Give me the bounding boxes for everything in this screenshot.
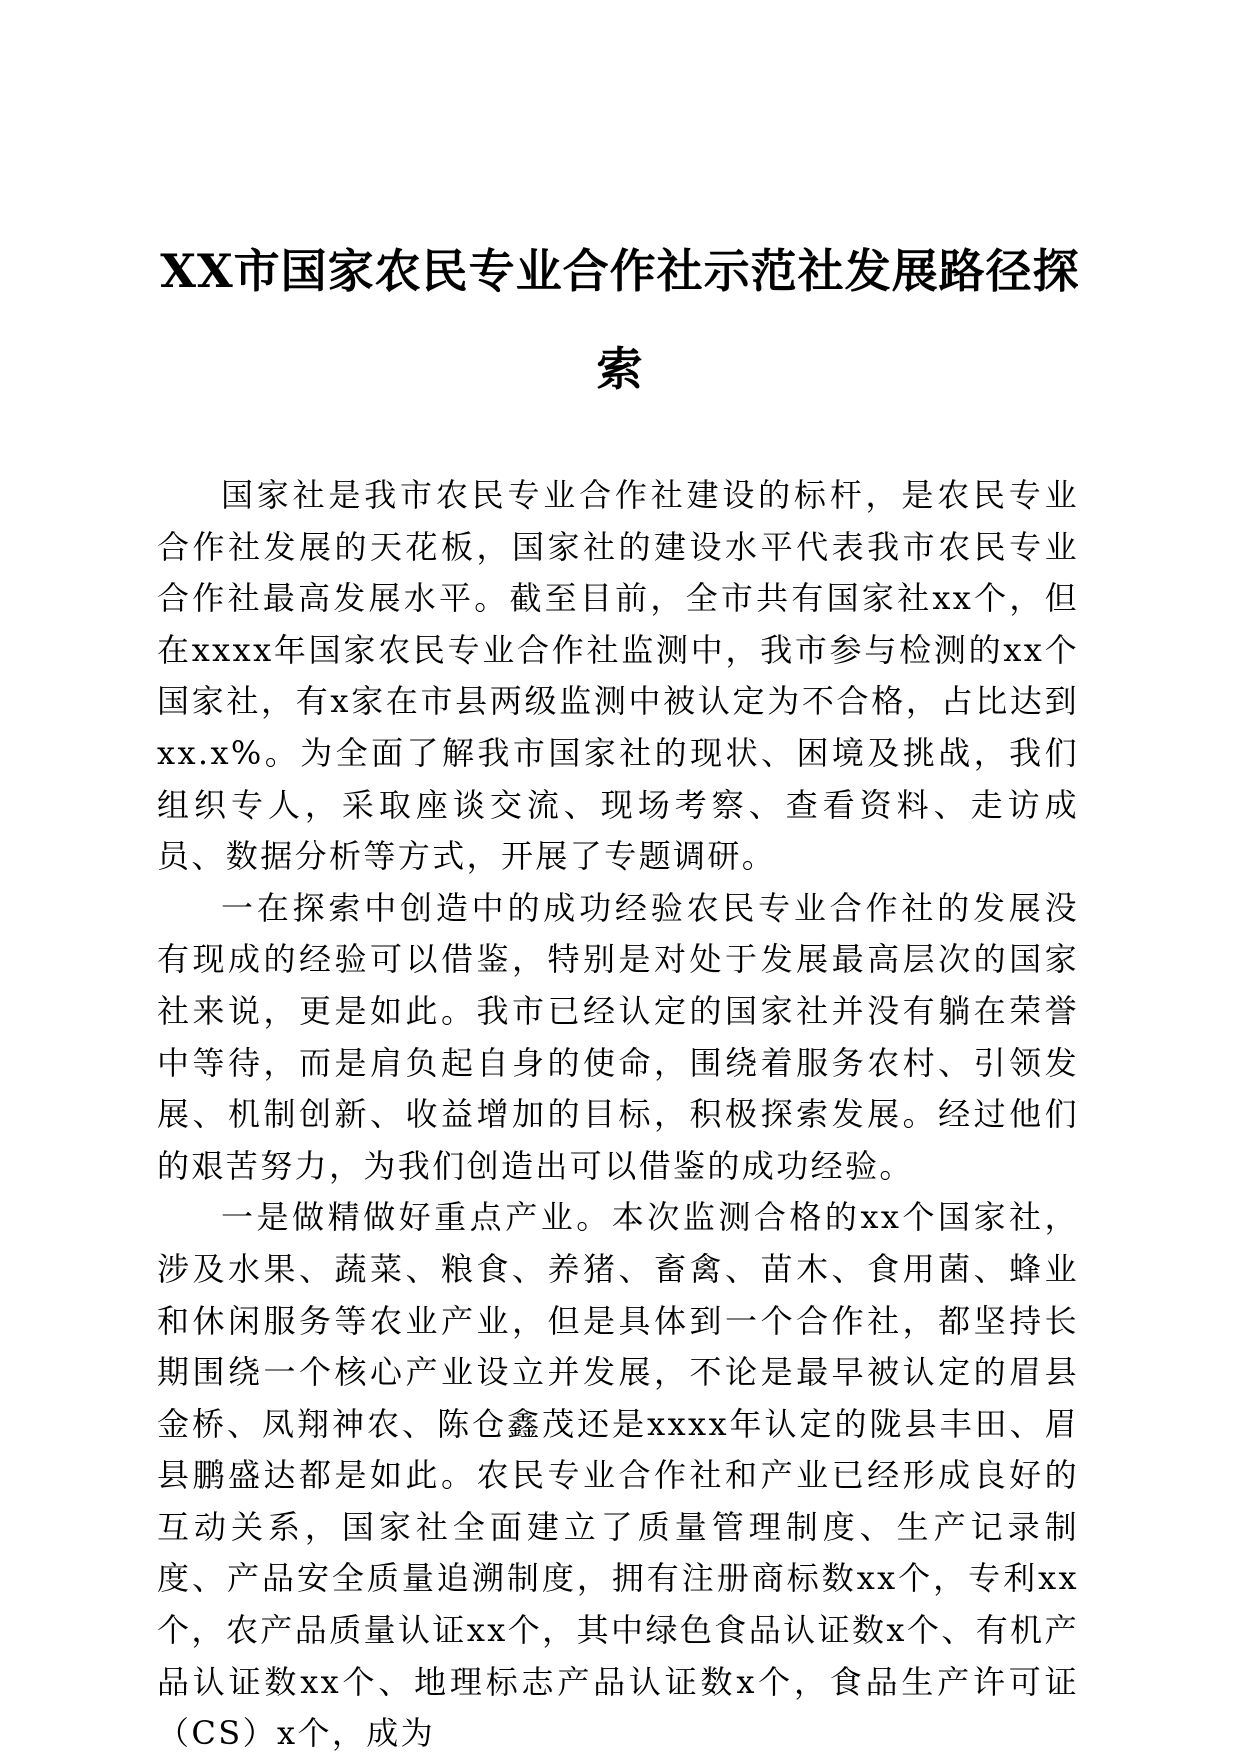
document-body: [157, 470, 1079, 1760]
paragraph-experience: 一在探索中创造中的成功经验农民专业合作社的发展没有现成的经验可以借鉴，特别是对处于发展最高层次的国家社来说，更是如此。我市已经认定的国家社并没有躺在荣誉中等待，而是肩负起自身的使命，围绕着服务农村、引领发展、机制创新、收益增加的目标，积极探索发展。经过他们的艰苦努力，为我们创造出可以借鉴的成功经验。: [157, 888, 1079, 1185]
document-title: XX市国家农民专业合作社示范社发展路径探索: [160, 244, 1080, 396]
paragraph-intro: 国家社是我市农民专业合作社建设的标杆，是农民专业合作社发展的天花板，国家社的建设水平代表我市农民专业合作社最高发展水平。截至目前，全市共有国家社xx个，但在xxxx年国家农民专业合作社监测中，我市参与检测的xx个国家社，有x家在市县两级监测中被认定为不合格，占比达到xx.x%。为全面了解我市国家社的现状、困境及挑战，我们组织专人，采取座谈交流、现场考察、查看资料、走访成员、数据分析等方式，开展了专题调研。: [157, 476, 1079, 876]
paragraph-key-industry: 一是做精做好重点产业。本次监测合格的xx个国家社，涉及水果、蔬菜、粮食、养猪、畜禽、苗木、食用菌、蜂业和休闲服务等农业产业，但是具体到一个合作社，都坚持长期围绕一个核心产业设立并发展，不论是最早被认定的眉县金桥、凤翔神农、陈仓鑫茂还是xxxx年认定的陇县丰田、眉县鹏盛达都是如此。农民专业合作社和产业已经形成良好的互动关系，国家社全面建立了质量管理制度、生产记录制度、产品安全质量追溯制度，拥有注册商标数xx个，专利xx个，农产品质量认证xx个，其中绿色食品认证数x个、有机产品认证数xx个、地理标志产品认证数x个，食品生产许可证（CS）x个，成为: [157, 1198, 1079, 1753]
